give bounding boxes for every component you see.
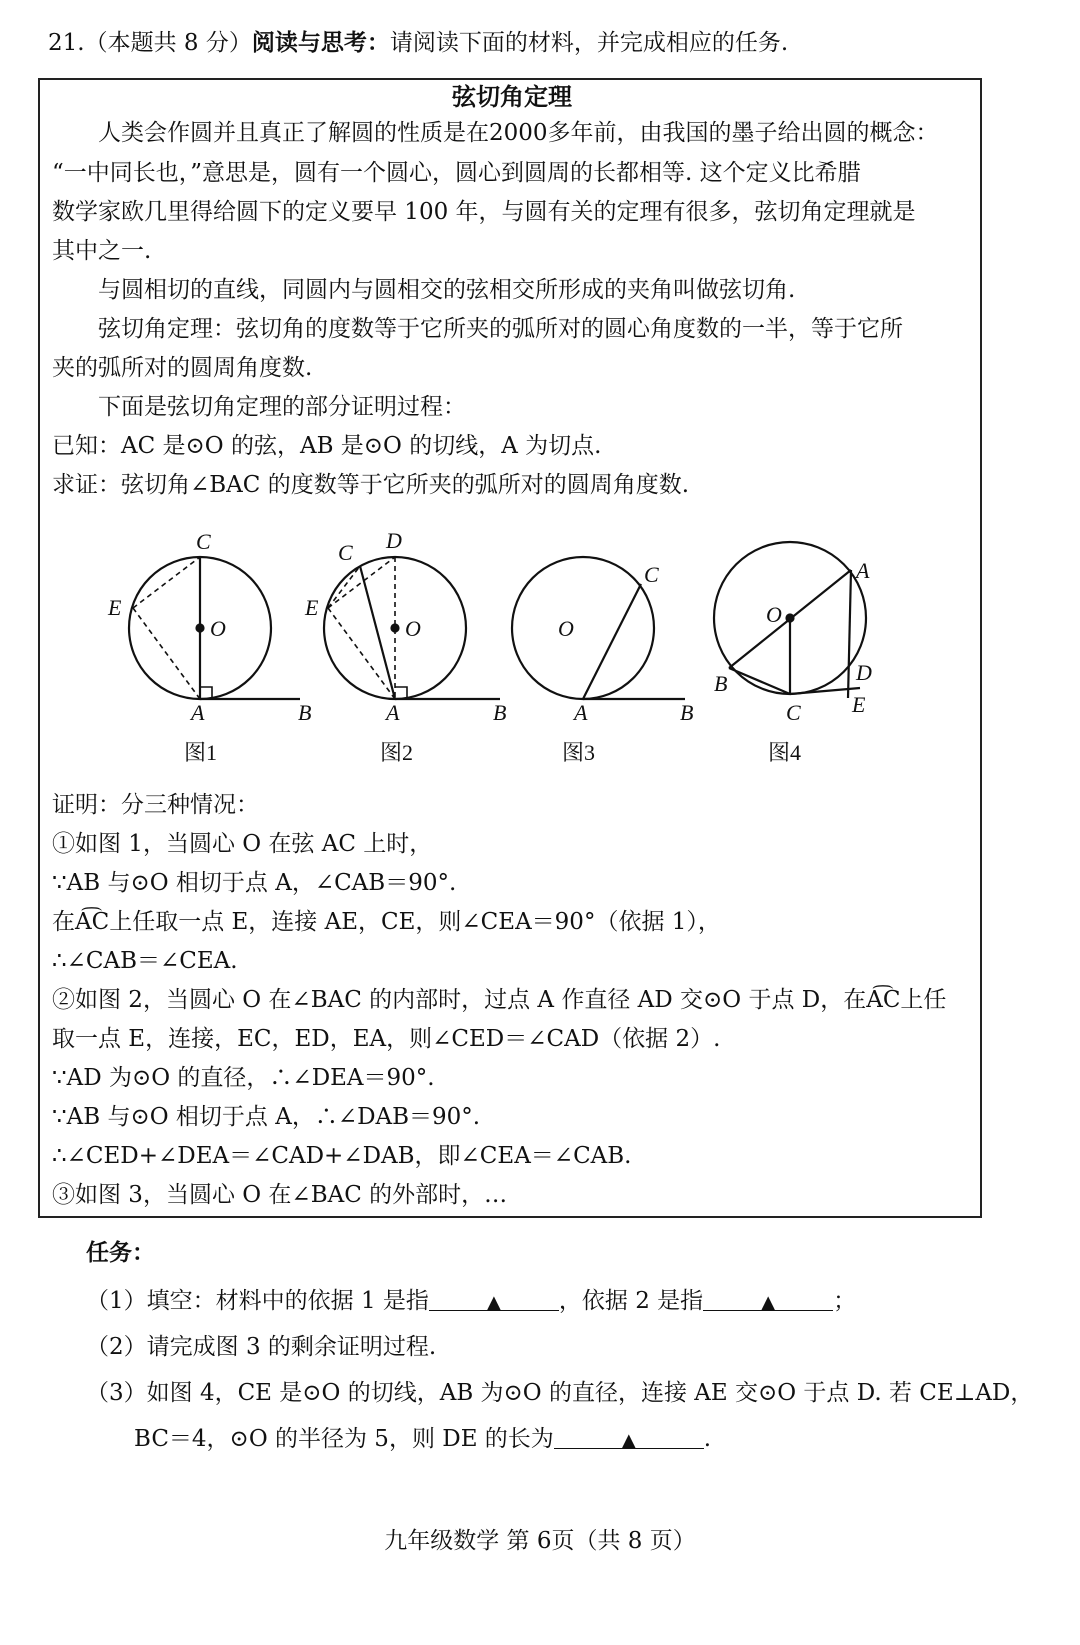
question-heading [48, 26, 788, 60]
fig4-label-d: D [856, 660, 872, 685]
task-1-blank-1[interactable] [429, 1284, 559, 1311]
question-number: 21. [48, 30, 85, 56]
page-footer: 九年级数学 第 6页（共 8 页） [384, 1528, 696, 1554]
para2: 与圆相切的直线，同圆内与圆相交的弦相交所形成的夹角叫做弦切角. [98, 277, 796, 303]
question-label: 阅读与思考： [251, 29, 390, 56]
para3-line2: 夹的弧所对的圆周角度数. [52, 355, 313, 381]
fig3-label-a: A [574, 700, 588, 725]
fig3-label-c: C [644, 562, 659, 587]
task-3-text-c: . [703, 1426, 712, 1452]
proof-line-2: ①如图 1，当圆心 O 在弦 AC 上时， [52, 831, 433, 857]
figure-1 [107, 529, 311, 765]
fig3-caption: 图3 [562, 740, 596, 765]
fig4-label-a: A [856, 558, 870, 583]
proof-line-7: 取一点 E，连接，EC，ED，EA，则∠CED＝∠CAD（依据 2）. [52, 1026, 721, 1052]
fig2-label-e: E [305, 595, 319, 620]
task-3-blank[interactable] [554, 1422, 704, 1449]
para1-line4: 其中之一. [52, 238, 152, 264]
task-3-line-2 [134, 1422, 711, 1456]
prove-statement: 求证：弦切角∠BAC 的度数等于它所夹的弧所对的圆周角度数. [52, 472, 690, 498]
proof-line-9: ∵AB 与⊙O 相切于点 A，∴∠DAB＝90°. [52, 1104, 481, 1130]
fig1-caption: 图1 [184, 740, 218, 765]
task-1-blank-2[interactable] [703, 1284, 833, 1311]
question-meta: （本题共 8 分） [84, 30, 252, 56]
fig2-label-b: B [493, 700, 507, 725]
fig1-label-e: E [108, 595, 122, 620]
fig4-label-c: C [786, 700, 801, 725]
proof-line-1: 证明：分三种情况： [52, 792, 259, 818]
fig3-label-b: B [680, 700, 694, 725]
question-instruction: 请阅读下面的材料，并完成相应的任务. [389, 30, 789, 56]
fig4-label-o: O [766, 602, 782, 627]
proof-line-11: ③如图 3，当圆心 O 在∠BAC 的外部时，… [52, 1182, 508, 1208]
tasks-label: 任务： [86, 1239, 155, 1266]
fig1-label-o: O [210, 616, 226, 641]
para3-line1: 弦切角定理：弦切角的度数等于它所夹的弧所对的圆心角度数的一半，等于它所 [98, 316, 903, 342]
fig1-label-b: B [298, 700, 312, 725]
task-3-text-b: BC＝4，⊙O 的半径为 5，则 DE 的长为 [134, 1426, 554, 1452]
proof-line-5: ∴∠CAB＝∠CEA. [52, 948, 238, 974]
task-1-text-a: （1）填空：材料中的依据 1 是指 [86, 1288, 429, 1314]
fig1-label-a: A [191, 700, 205, 725]
proof-line-10: ∴∠CED+∠DEA＝∠CAD+∠DAB，即∠CEA＝∠CAB. [52, 1143, 632, 1169]
fig1-label-c: C [196, 529, 211, 554]
task-1-text-b: ，依据 2 是指 [558, 1288, 704, 1314]
figures-diagram [100, 520, 980, 790]
figure-4 [714, 542, 872, 765]
fig4-label-e: E [852, 692, 866, 717]
proof-line-3: ∵AB 与⊙O 相切于点 A，∠CAB＝90°. [52, 870, 457, 896]
fig2-label-a: A [386, 700, 400, 725]
blank-mark: ▲ [486, 1292, 501, 1313]
para1-line3: 数学家欧几里得给圆下的定义要早 100 年，与圆有关的定理有很多，弦切角定理就是 [52, 199, 916, 225]
figure-2 [304, 528, 506, 765]
fig2-label-o: O [405, 616, 421, 641]
para4: 下面是弦切角定理的部分证明过程： [98, 394, 466, 420]
proof-line-6: ②如图 2，当圆心 O 在∠BAC 的内部时，过点 A 作直径 AD 交⊙O 于点 D，在A͡C上任 [52, 987, 947, 1013]
fig3-label-o: O [558, 616, 574, 641]
fig2-caption: 图2 [380, 740, 414, 765]
fig2-label-d: D [386, 528, 402, 553]
task-1 [86, 1284, 856, 1318]
fig2-label-c: C [338, 540, 353, 565]
fig4-label-b: B [714, 671, 728, 696]
figure-3 [512, 557, 693, 765]
blank-mark: ▲ [761, 1292, 776, 1313]
task-1-text-c: ； [833, 1288, 857, 1314]
proof-line-8: ∵AD 为⊙O 的直径，∴∠DEA＝90°. [52, 1065, 435, 1091]
fig4-caption: 图4 [768, 740, 802, 765]
task-2: （2）请完成图 3 的剩余证明过程. [86, 1334, 437, 1360]
known-statement: 已知：AC 是⊙O 的弦，AB 是⊙O 的切线，A 为切点. [52, 433, 602, 459]
blank-mark: ▲ [621, 1430, 636, 1451]
para1-line2: “一中同长也，”意思是，圆有一个圆心，圆心到圆周的长都相等. 这个定义比希腊 [52, 160, 861, 186]
para1-line1: 人类会作圆并且真正了解圆的性质是在2000多年前，由我国的墨子给出圆的概念： [98, 120, 939, 146]
proof-line-4: 在A͡C上任取一点 E，连接 AE，CE，则∠CEA＝90°（依据 1）， [52, 909, 721, 935]
task-3-line-1: （3）如图 4，CE 是⊙O 的切线，AB 为⊙O 的直径，连接 AE 交⊙O 于点 D. 若 CE⊥AD， [86, 1380, 1034, 1406]
material-title: 弦切角定理 [452, 82, 572, 111]
